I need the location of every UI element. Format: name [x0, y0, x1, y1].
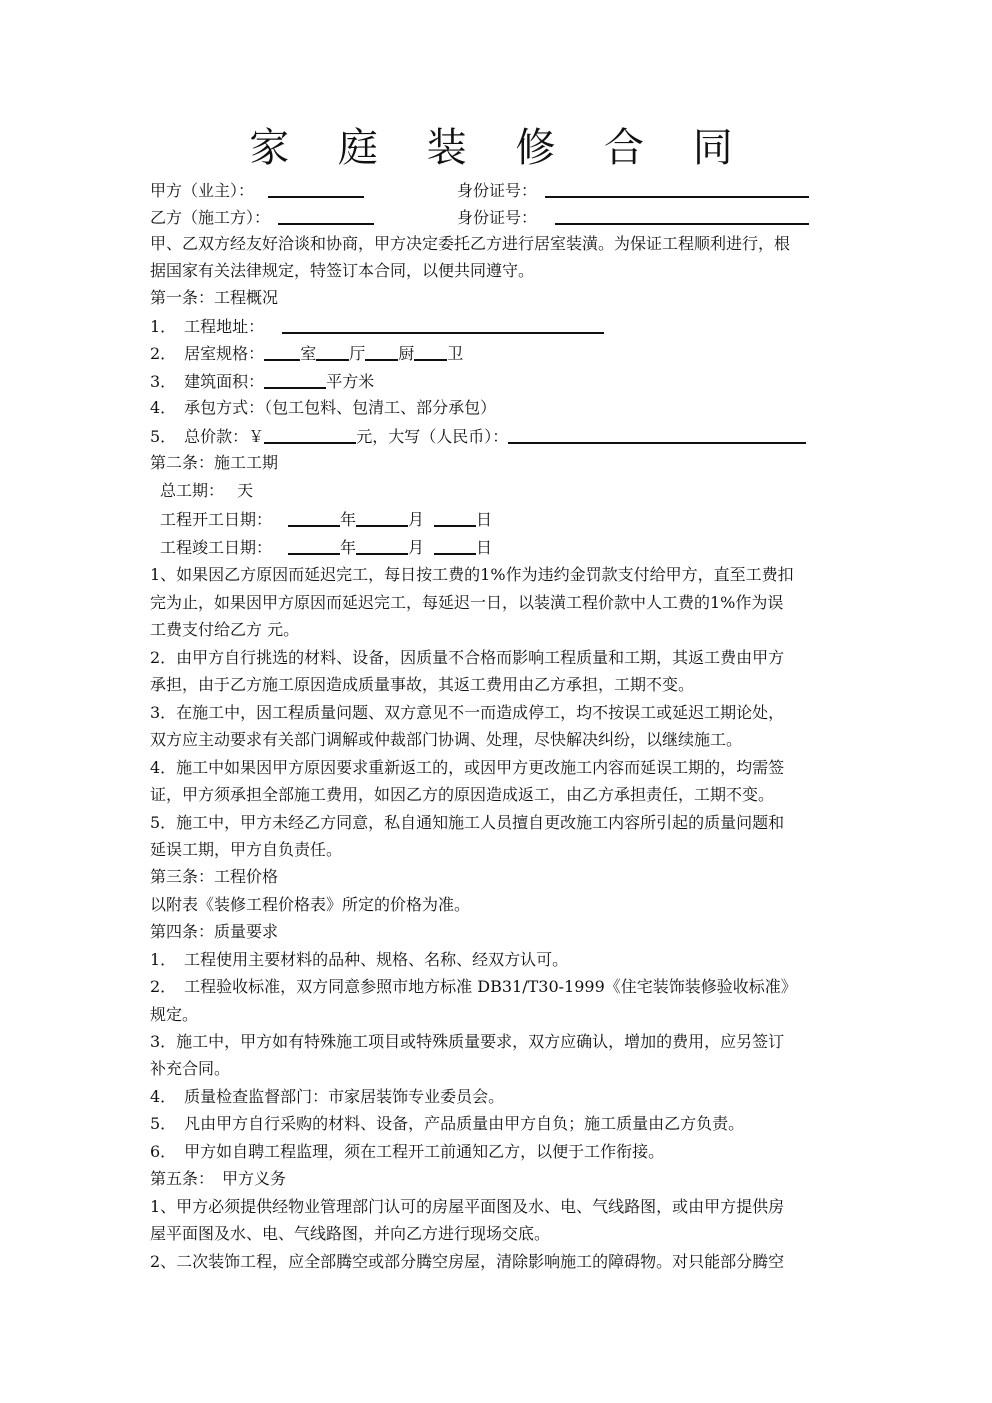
area-unit: 平方米	[326, 372, 375, 391]
area-line	[150, 371, 374, 392]
rooms-line	[150, 343, 463, 364]
start-date-label: 工程开工日期：	[160, 510, 273, 529]
article-2-item-1-line-2: 完为止，如果因甲方原因而延迟完工，每延迟一日，以装潢工程价款中人工费的1%作为误	[150, 593, 784, 612]
end-date-line	[160, 537, 492, 558]
article-2-item-1-line-3: 工费支付给乙方 元。	[150, 620, 300, 639]
end-year-label: 年	[340, 538, 357, 557]
rooms-chu-blank	[365, 343, 398, 361]
start-day-blank	[434, 509, 476, 527]
price-line	[150, 426, 806, 447]
article-2-item-5-line-2: 延误工期，甲方自负责任。	[150, 840, 343, 859]
party-a-id-line	[457, 180, 809, 201]
article-5-heading: 第五条： 甲方义务	[150, 1169, 287, 1188]
mode-line: 4． 承包方式：（包工包料、包清工、部分承包）	[150, 398, 497, 417]
price-words-blank	[508, 426, 806, 444]
article-2-item-3-line-1: 3．在施工中，因工程质量问题、双方意见不一而造成停工，均不按误工或延迟工期论处，	[150, 703, 785, 722]
rooms-wei-blank	[414, 343, 447, 361]
area-blank	[264, 371, 326, 389]
party-b-label: 乙方（施工方）：	[150, 208, 271, 227]
price-label: 5． 总价款：￥	[150, 427, 265, 446]
rooms-shi-label: 室	[300, 344, 317, 363]
party-a-id-blank	[545, 180, 809, 198]
start-month-label: 月	[408, 510, 425, 529]
rooms-ting-label: 厅	[349, 344, 366, 363]
start-day-label: 日	[476, 510, 493, 529]
article-4-item-2-line-2: 规定。	[150, 1005, 199, 1024]
rooms-label: 2． 居室规格：	[150, 344, 265, 363]
address-label: 1． 工程地址：	[150, 317, 265, 336]
article-5-item-1-line-1: 1、甲方必须提供经物业管理部门认可的房屋平面图及水、电、气线路图，或由甲方提供房	[150, 1197, 785, 1216]
article-2-item-3-line-2: 双方应主动要求有关部门调解或仲裁部门协调、处理，尽快解决纠纷，以继续施工。	[150, 730, 743, 749]
article-2-item-2-line-1: 2．由甲方自行挑选的材料、设备，因质量不合格而影响工程质量和工期，其返工费由甲方	[150, 648, 785, 667]
intro-line-2: 据国家有关法律规定，特签订本合同，以便共同遵守。	[150, 261, 535, 280]
end-year-blank	[288, 537, 340, 555]
article-4-item-6: 6． 甲方如自聘工程监理，须在工程开工前通知乙方，以便于工作衔接。	[150, 1142, 665, 1161]
article-4-item-4: 4． 质量检查监督部门：市家居装饰专业委员会。	[150, 1087, 505, 1106]
article-2-item-4-line-1: 4．施工中如果因甲方原因要求重新返工的，或因甲方更改施工内容而延误工期的，均需签	[150, 758, 785, 777]
article-3-text: 以附表《装修工程价格表》所定的价格为准。	[150, 895, 471, 914]
start-year-label: 年	[340, 510, 357, 529]
area-label: 3． 建筑面积：	[150, 372, 265, 391]
party-a-name-blank	[268, 180, 364, 198]
party-b-name-blank	[278, 207, 374, 225]
article-4-item-1: 1． 工程使用主要材料的品种、规格、名称、经双方认可。	[150, 950, 569, 969]
start-date-line	[160, 509, 492, 530]
article-2-item-5-line-1: 5．施工中，甲方未经乙方同意，私自通知施工人员擅自更改施工内容所引起的质量问题和	[150, 813, 785, 832]
start-year-blank	[288, 509, 340, 527]
party-a-label: 甲方（业主）：	[150, 181, 255, 200]
article-2-item-1-line-1: 1、如果因乙方原因而延迟完工，每日按工费的1%作为违约金罚款支付给甲方，直至工费扣	[150, 565, 794, 584]
article-2-heading: 第二条：施工工期	[150, 453, 279, 472]
price-yuan-label: 元，大写（人民币）：	[356, 427, 509, 446]
end-date-label: 工程竣工日期：	[160, 538, 273, 557]
address-blank	[282, 316, 604, 334]
party-b-line	[150, 207, 374, 228]
end-month-blank	[356, 537, 408, 555]
article-2-item-4-line-2: 证，甲方须承担全部施工费用，如因乙方的原因造成返工，由乙方承担责任，工期不变。	[150, 785, 775, 804]
intro-line-1: 甲、乙双方经友好洽谈和协商，甲方决定委托乙方进行居室装潢。为保证工程顺利进行，根	[150, 234, 791, 253]
article-4-item-5: 5． 凡由甲方自行采购的材料、设备，产品质量由甲方自负；施工质量由乙方负责。	[150, 1114, 745, 1133]
party-b-id-line	[457, 207, 809, 228]
party-a-id-label: 身份证号：	[457, 181, 538, 200]
party-b-id-blank	[555, 207, 809, 225]
end-day-label: 日	[476, 538, 493, 557]
rooms-chu-label: 厨	[398, 344, 415, 363]
start-month-blank	[356, 509, 408, 527]
end-day-blank	[434, 537, 476, 555]
page-title: 家 庭 装 修 合 同	[249, 125, 751, 171]
article-5-item-1-line-2: 屋平面图及水、电、气线路图，并向乙方进行现场交底。	[150, 1224, 551, 1243]
address-line	[150, 316, 604, 337]
article-3-heading: 第三条：工程价格	[150, 867, 279, 886]
article-4-item-2-line-1: 2． 工程验收标准，双方同意参照市地方标准 DB31/T30-1999《住宅装饰装修验收标准》	[150, 977, 797, 996]
rooms-wei-label: 卫	[447, 344, 464, 363]
article-4-item-3-line-2: 补充合同。	[150, 1059, 231, 1078]
article-4-item-3-line-1: 3．施工中，甲方如有特殊施工项目或特殊质量要求，双方应确认，增加的费用，应另签订	[150, 1032, 785, 1051]
total-duration: 总工期： 天	[160, 481, 254, 500]
article-4-heading: 第四条：质量要求	[150, 922, 279, 941]
article-1-heading: 第一条：工程概况	[150, 288, 279, 307]
article-2-item-2-line-2: 承担，由于乙方施工原因造成质量事故，其返工费用由乙方承担，工期不变。	[150, 675, 695, 694]
party-a-line	[150, 180, 364, 201]
party-b-id-label: 身份证号：	[457, 208, 538, 227]
end-month-label: 月	[408, 538, 425, 557]
price-number-blank	[264, 426, 356, 444]
rooms-ting-blank	[316, 343, 349, 361]
rooms-shi-blank	[264, 343, 300, 361]
article-5-item-2-line-1: 2、二次装饰工程，应全部腾空或部分腾空房屋，清除影响施工的障碍物。对只能部分腾空	[150, 1252, 785, 1271]
